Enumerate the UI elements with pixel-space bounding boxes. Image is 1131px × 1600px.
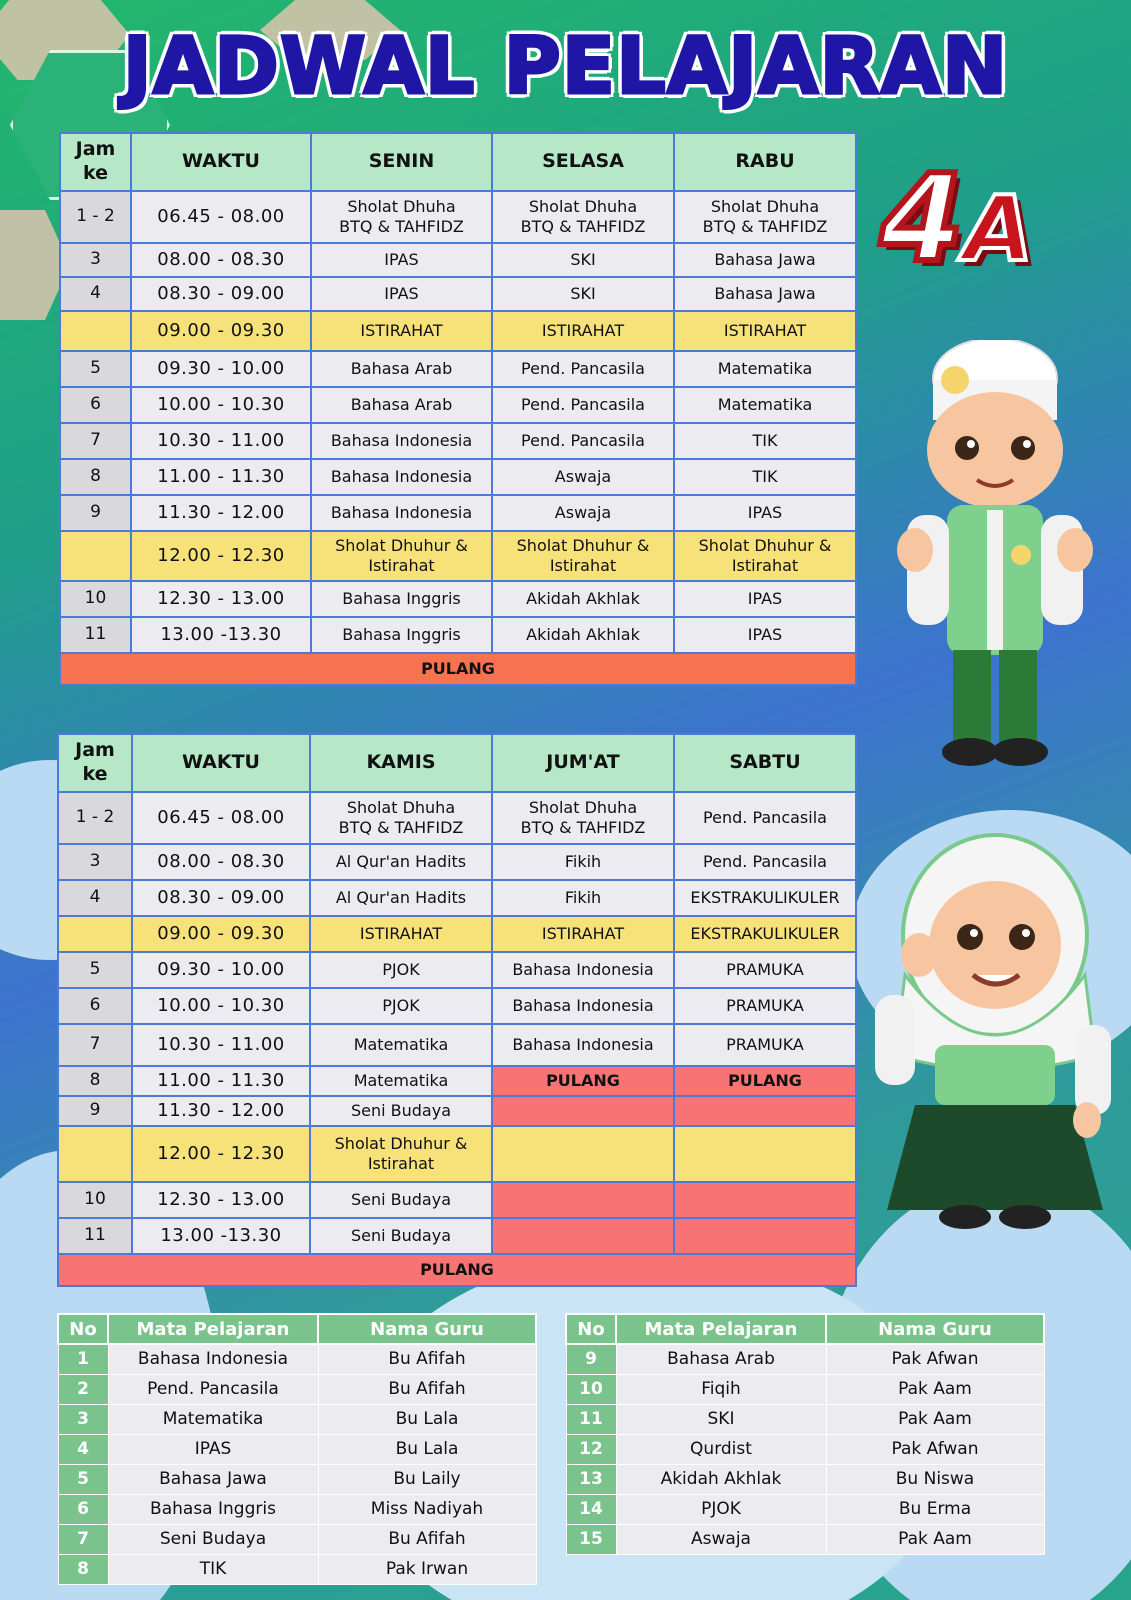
time-cell: 06.45 - 08.00: [132, 792, 310, 844]
teacher-no: 9: [566, 1344, 616, 1374]
subject-cell: ISTIRAHAT: [674, 311, 856, 351]
teacher-name: Bu Laily: [318, 1464, 536, 1494]
jam-cell: 4: [60, 277, 131, 311]
subject-cell: Akidah Akhlak: [492, 617, 674, 653]
schedule-row: [58, 792, 856, 844]
time-cell: 11.00 - 11.30: [132, 1066, 310, 1096]
subject-cell: SKI: [492, 243, 674, 277]
jam-cell: 10: [60, 581, 131, 617]
teacher-name: Pak Afwan: [826, 1344, 1044, 1374]
subject-cell: PJOK: [310, 988, 492, 1024]
class-badge: [880, 150, 1033, 289]
teacher-row: [566, 1434, 1044, 1464]
column-header: SENIN: [311, 133, 492, 191]
teacher-row: [566, 1494, 1044, 1524]
subject-cell: Aswaja: [492, 495, 674, 531]
jam-cell: 3: [60, 243, 131, 277]
subject-cell: Matematika: [674, 351, 856, 387]
jam-cell: 8: [58, 1066, 132, 1096]
teacher-name: Bu Lala: [318, 1434, 536, 1464]
teacher-no: 1: [58, 1344, 108, 1374]
subject-cell: PRAMUKA: [674, 988, 856, 1024]
teacher-name: Bu Niswa: [826, 1464, 1044, 1494]
schedule-row: [60, 311, 856, 351]
subject-cell: Matematika: [310, 1066, 492, 1096]
subject-cell: [492, 1218, 674, 1254]
subject-cell: Sholat Dhuhur & Istirahat: [310, 1126, 492, 1182]
time-cell: 11.00 - 11.30: [131, 459, 311, 495]
subject-cell: Aswaja: [492, 459, 674, 495]
jam-cell: 3: [58, 844, 132, 880]
teacher-subject: Pend. Pancasila: [108, 1374, 318, 1404]
teacher-name: Bu Erma: [826, 1494, 1044, 1524]
column-header: SELASA: [492, 133, 674, 191]
schedule-row: [60, 423, 856, 459]
time-cell: 08.30 - 09.00: [131, 277, 311, 311]
teacher-no: 11: [566, 1404, 616, 1434]
jam-cell: 8: [60, 459, 131, 495]
pulang-label: PULANG: [58, 1254, 856, 1286]
teacher-row: [58, 1404, 536, 1434]
teacher-subject: Seni Budaya: [108, 1524, 318, 1554]
subject-cell: Seni Budaya: [310, 1218, 492, 1254]
subject-cell: TIK: [674, 423, 856, 459]
schedule-row: [60, 531, 856, 581]
subject-cell: Pend. Pancasila: [492, 351, 674, 387]
subject-cell: EKSTRAKULIKULER: [674, 916, 856, 952]
schedule-row: [58, 1126, 856, 1182]
teacher-column-header: No: [566, 1314, 616, 1344]
subject-cell: Bahasa Indonesia: [311, 423, 492, 459]
subject-cell: [674, 1126, 856, 1182]
time-cell: 12.30 - 13.00: [131, 581, 311, 617]
teacher-subject: Bahasa Arab: [616, 1344, 826, 1374]
pulang-label: PULANG: [60, 653, 856, 685]
schedule-row: [58, 916, 856, 952]
subject-cell: [492, 1096, 674, 1126]
subject-cell: Al Qur'an Hadits: [310, 880, 492, 916]
teacher-subject: Akidah Akhlak: [616, 1464, 826, 1494]
subject-cell: IPAS: [674, 581, 856, 617]
teacher-subject: TIK: [108, 1554, 318, 1584]
jam-cell: [60, 531, 131, 581]
jam-cell: 4: [58, 880, 132, 916]
time-cell: 08.00 - 08.30: [131, 243, 311, 277]
time-cell: 11.30 - 12.00: [131, 495, 311, 531]
subject-cell: PRAMUKA: [674, 952, 856, 988]
teacher-row: [58, 1494, 536, 1524]
time-cell: 12.00 - 12.30: [132, 1126, 310, 1182]
subject-cell: ISTIRAHAT: [492, 916, 674, 952]
schedule-table-kamis-sabtu: [57, 733, 857, 1287]
schedule-row: [58, 988, 856, 1024]
subject-cell: Fikih: [492, 844, 674, 880]
teacher-subject: Matematika: [108, 1404, 318, 1434]
subject-cell: Bahasa Indonesia: [492, 1024, 674, 1066]
time-cell: 09.30 - 10.00: [131, 351, 311, 387]
subject-cell: ISTIRAHAT: [311, 311, 492, 351]
teacher-name: Bu Afifah: [318, 1524, 536, 1554]
subject-cell: SKI: [492, 277, 674, 311]
schedule-row: [58, 1096, 856, 1126]
teacher-no: 12: [566, 1434, 616, 1464]
teacher-no: 6: [58, 1494, 108, 1524]
teacher-row: [58, 1344, 536, 1374]
teacher-name: Pak Aam: [826, 1404, 1044, 1434]
teacher-table-right: [565, 1313, 1045, 1555]
teacher-row: [58, 1524, 536, 1554]
teacher-row: [566, 1464, 1044, 1494]
time-cell: 09.00 - 09.30: [131, 311, 311, 351]
teacher-row: [566, 1344, 1044, 1374]
teacher-column-header: Mata Pelajaran: [108, 1314, 318, 1344]
teacher-subject: Bahasa Jawa: [108, 1464, 318, 1494]
subject-cell: IPAS: [674, 495, 856, 531]
jam-cell: 10: [58, 1182, 132, 1218]
subject-cell: [674, 1182, 856, 1218]
time-cell: 12.00 - 12.30: [131, 531, 311, 581]
schedule-row: [58, 1218, 856, 1254]
jam-cell: [60, 311, 131, 351]
subject-cell: Matematika: [310, 1024, 492, 1066]
subject-cell: [492, 1182, 674, 1218]
jam-cell: [58, 1126, 132, 1182]
subject-cell: Seni Budaya: [310, 1096, 492, 1126]
subject-cell: EKSTRAKULIKULER: [674, 880, 856, 916]
teacher-subject: SKI: [616, 1404, 826, 1434]
teacher-name: Pak Irwan: [318, 1554, 536, 1584]
teacher-no: 10: [566, 1374, 616, 1404]
subject-cell: PULANG: [492, 1066, 674, 1096]
jam-cell: 7: [60, 423, 131, 459]
column-header: Jam ke: [60, 133, 131, 191]
schedule-row: [58, 1066, 856, 1096]
teacher-name: Bu Afifah: [318, 1344, 536, 1374]
subject-cell: Bahasa Arab: [311, 387, 492, 423]
time-cell: 12.30 - 13.00: [132, 1182, 310, 1218]
teacher-name: Pak Aam: [826, 1374, 1044, 1404]
teacher-column-header: Nama Guru: [318, 1314, 536, 1344]
jam-cell: 9: [58, 1096, 132, 1126]
class-number: 4: [880, 150, 964, 289]
subject-cell: TIK: [674, 459, 856, 495]
subject-cell: Pend. Pancasila: [674, 844, 856, 880]
subject-cell: PRAMUKA: [674, 1024, 856, 1066]
jam-cell: 5: [60, 351, 131, 387]
teacher-no: 3: [58, 1404, 108, 1434]
column-header: WAKTU: [131, 133, 311, 191]
subject-cell: IPAS: [311, 277, 492, 311]
subject-cell: Bahasa Arab: [311, 351, 492, 387]
subject-cell: Sholat Dhuha BTQ & TAHFIDZ: [492, 191, 674, 243]
teacher-row: [58, 1434, 536, 1464]
teacher-no: 13: [566, 1464, 616, 1494]
teacher-column-header: Nama Guru: [826, 1314, 1044, 1344]
jam-cell: 7: [58, 1024, 132, 1066]
jam-cell: 6: [60, 387, 131, 423]
subject-cell: Sholat Dhuha BTQ & TAHFIDZ: [311, 191, 492, 243]
schedule-row: [60, 243, 856, 277]
teacher-subject: Aswaja: [616, 1524, 826, 1554]
schedule-row: [60, 459, 856, 495]
schedule-row: [60, 191, 856, 243]
teacher-row: [566, 1374, 1044, 1404]
column-header: KAMIS: [310, 734, 492, 792]
subject-cell: [492, 1126, 674, 1182]
time-cell: 13.00 -13.30: [131, 617, 311, 653]
jam-cell: [58, 916, 132, 952]
teacher-no: 15: [566, 1524, 616, 1554]
subject-cell: IPAS: [311, 243, 492, 277]
subject-cell: Bahasa Jawa: [674, 277, 856, 311]
time-cell: 09.30 - 10.00: [132, 952, 310, 988]
subject-cell: Bahasa Inggris: [311, 581, 492, 617]
subject-cell: ISTIRAHAT: [492, 311, 674, 351]
teacher-name: Pak Afwan: [826, 1434, 1044, 1464]
page-title: JADWAL PELAJARAN: [122, 22, 1009, 112]
time-cell: 13.00 -13.30: [132, 1218, 310, 1254]
subject-cell: Bahasa Inggris: [311, 617, 492, 653]
teacher-table-left: [57, 1313, 537, 1585]
jam-cell: 9: [60, 495, 131, 531]
class-letter: A: [963, 177, 1034, 282]
teacher-row: [58, 1554, 536, 1584]
teacher-row: [58, 1464, 536, 1494]
subject-cell: Bahasa Indonesia: [311, 495, 492, 531]
column-header: WAKTU: [132, 734, 310, 792]
time-cell: 09.00 - 09.30: [132, 916, 310, 952]
teacher-no: 5: [58, 1464, 108, 1494]
teacher-subject: Fiqih: [616, 1374, 826, 1404]
schedule-row: [60, 581, 856, 617]
subject-cell: Al Qur'an Hadits: [310, 844, 492, 880]
subject-cell: Sholat Dhuhur & Istirahat: [674, 531, 856, 581]
time-cell: 10.00 - 10.30: [132, 988, 310, 1024]
column-header: JUM'AT: [492, 734, 674, 792]
time-cell: 10.30 - 11.00: [132, 1024, 310, 1066]
teacher-no: 2: [58, 1374, 108, 1404]
teacher-no: 7: [58, 1524, 108, 1554]
subject-cell: Fikih: [492, 880, 674, 916]
subject-cell: [674, 1096, 856, 1126]
teacher-no: 14: [566, 1494, 616, 1524]
subject-cell: Sholat Dhuhur & Istirahat: [492, 531, 674, 581]
teacher-name: Bu Afifah: [318, 1374, 536, 1404]
subject-cell: ISTIRAHAT: [310, 916, 492, 952]
teacher-name: Miss Nadiyah: [318, 1494, 536, 1524]
subject-cell: Sholat Dhuha BTQ & TAHFIDZ: [492, 792, 674, 844]
column-header: RABU: [674, 133, 856, 191]
schedule-table-senin-rabu: [59, 132, 857, 686]
teacher-no: 4: [58, 1434, 108, 1464]
teacher-subject: Bahasa Inggris: [108, 1494, 318, 1524]
time-cell: 08.00 - 08.30: [132, 844, 310, 880]
teacher-subject: IPAS: [108, 1434, 318, 1464]
schedule-row: [58, 1182, 856, 1218]
subject-cell: Seni Budaya: [310, 1182, 492, 1218]
subject-cell: [674, 1218, 856, 1254]
jam-cell: 11: [60, 617, 131, 653]
teacher-subject: PJOK: [616, 1494, 826, 1524]
schedule-row: [58, 844, 856, 880]
time-cell: 10.30 - 11.00: [131, 423, 311, 459]
pulang-row: [58, 1254, 856, 1286]
subject-cell: Bahasa Indonesia: [492, 952, 674, 988]
time-cell: 11.30 - 12.00: [132, 1096, 310, 1126]
teacher-no: 8: [58, 1554, 108, 1584]
subject-cell: Bahasa Indonesia: [492, 988, 674, 1024]
teacher-column-header: No: [58, 1314, 108, 1344]
jam-cell: 1 - 2: [60, 191, 131, 243]
time-cell: 08.30 - 09.00: [132, 880, 310, 916]
teacher-row: [58, 1374, 536, 1404]
boy-character-illustration: [895, 340, 1095, 780]
schedule-row: [58, 952, 856, 988]
subject-cell: Matematika: [674, 387, 856, 423]
subject-cell: Sholat Dhuhur & Istirahat: [311, 531, 492, 581]
schedule-row: [60, 495, 856, 531]
pulang-row: [60, 653, 856, 685]
jam-cell: 5: [58, 952, 132, 988]
subject-cell: Bahasa Indonesia: [311, 459, 492, 495]
subject-cell: IPAS: [674, 617, 856, 653]
subject-cell: Pend. Pancasila: [674, 792, 856, 844]
schedule-row: [60, 387, 856, 423]
girl-character-illustration: [875, 825, 1115, 1245]
schedule-row: [60, 277, 856, 311]
teacher-subject: Bahasa Indonesia: [108, 1344, 318, 1374]
column-header: SABTU: [674, 734, 856, 792]
schedule-row: [60, 351, 856, 387]
time-cell: 10.00 - 10.30: [131, 387, 311, 423]
time-cell: 06.45 - 08.00: [131, 191, 311, 243]
teacher-name: Bu Lala: [318, 1404, 536, 1434]
teacher-row: [566, 1404, 1044, 1434]
subject-cell: PJOK: [310, 952, 492, 988]
column-header: Jam ke: [58, 734, 132, 792]
subject-cell: Bahasa Jawa: [674, 243, 856, 277]
teacher-column-header: Mata Pelajaran: [616, 1314, 826, 1344]
jam-cell: 11: [58, 1218, 132, 1254]
schedule-row: [60, 617, 856, 653]
subject-cell: Pend. Pancasila: [492, 387, 674, 423]
teacher-row: [566, 1524, 1044, 1554]
subject-cell: Sholat Dhuha BTQ & TAHFIDZ: [674, 191, 856, 243]
jam-cell: 6: [58, 988, 132, 1024]
schedule-row: [58, 880, 856, 916]
subject-cell: Pend. Pancasila: [492, 423, 674, 459]
subject-cell: Sholat Dhuha BTQ & TAHFIDZ: [310, 792, 492, 844]
schedule-row: [58, 1024, 856, 1066]
jam-cell: 1 - 2: [58, 792, 132, 844]
teacher-name: Pak Aam: [826, 1524, 1044, 1554]
subject-cell: Akidah Akhlak: [492, 581, 674, 617]
teacher-subject: Qurdist: [616, 1434, 826, 1464]
subject-cell: PULANG: [674, 1066, 856, 1096]
